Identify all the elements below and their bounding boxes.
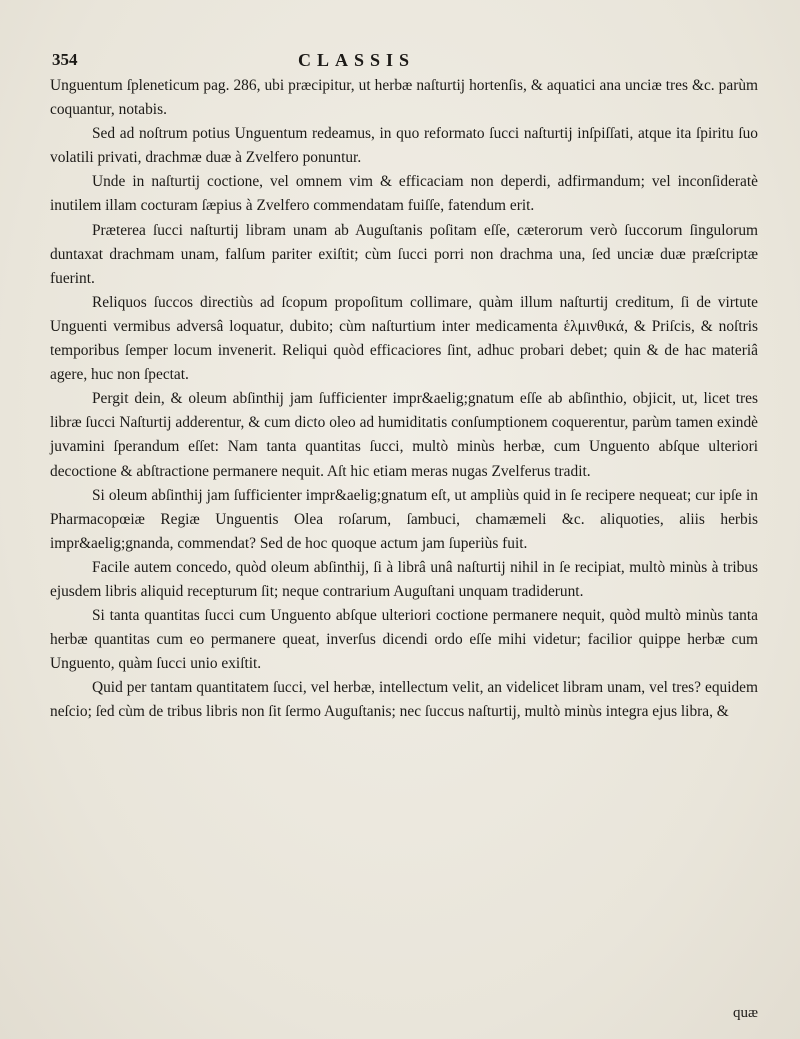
paragraph: Si oleum abſinthij jam ſufficienter impr&aelig;gnatum eſt, ut ampliùs quid in ſe recipere nequeat; cur ipſe in Pharmacopœiæ Regiæ Unguentis Olea roſarum, ſambuci, chamæmeli &c. aliquoties, aliis herbis impr&aelig;gnanda, commendat? Sed de hoc quoque actum jam ſuperiùs fuit. [50, 486, 758, 552]
paragraph: Facile autem concedo, quòd oleum abſinthij, ſi à librâ unâ naſturtij nihil in ſe recipiat, multò minùs à tribus ejusdem libris aliquid recepturum ſit; neque contrarium Auguſtani unquam tradiderunt. [50, 558, 758, 600]
header-title: CLASSIS [298, 50, 416, 70]
page-number: 354 [52, 50, 78, 69]
paragraph: Sed ad noſtrum potius Unguentum redeamus, in quo reformato ſucci naſturtij inſpiſſati, atque ita ſpiritu ſuo volatili privati, drachmæ duæ à Zvelfero ponuntur. [50, 125, 758, 167]
paragraph: Reliquos ſuccos directiùs ad ſcopum propoſitum collimare, quàm illum naſturtij creditum, ſi de virtute Unguenti vermibus adversâ loquatur, dubito; cùm naſturtium inter medicamenta ἑλμινθικά, & Priſcis, & noſtris temporibus ſemper locum invenerit. Reliqui quòd efficaciores ſint, adhuc probari debet; quin & de hac materiâ agere, huc non ſpectat. [50, 293, 758, 384]
paragraph: Unde in naſturtij coctione, vel omnem vim & efficaciam non deperdi, adfirmandum; vel inconſideratè inutilem illam cocturam ſæpius à Zvelfero commendatam fuiſſe, fatendum erit. [50, 173, 758, 215]
paragraph: Pergit dein, & oleum abſinthij jam ſufficienter impr&aelig;gnatum eſſe ab abſinthio, objicit, ut, licet tres libræ ſucci Naſturtij adderentur, & cum dicto oleo ad humiditatis conſumptionem coquerentur, parùm tamen exindè juvamini ſperandum eſſet: Nam tanta quantitas ſucci, multò minùs herbæ, cum Unguento abſque ulteriori decoctione & abſtractione permanere nequit. Aſt hic etiam meras nugas Zvelferus tradit. [50, 390, 758, 480]
running-head [52, 50, 752, 76]
paragraph: Præterea ſucci naſturtij libram unam ab Auguſtanis poſitam eſſe, cæterorum verò ſuccorum ſingulorum duntaxat drachmam unam, falſum pariter exiſtit; cùm ſucci porri non drachma una, ſed unciæ duæ præſcriptæ fuerint. [50, 221, 758, 287]
catchword: quæ [732, 1005, 758, 1021]
paragraph: Unguentum ſpleneticum pag. 286, ubi præcipitur, ut herbæ naſturtij hortenſis, & aquatici ana unciæ tres &c. parùm coquantur, notabis. [50, 77, 758, 119]
body-text [50, 74, 758, 725]
paragraph: Quid per tantam quantitatem ſucci, vel herbæ, intellectum velit, an videlicet libram unam, vel tres? equidem neſcio; ſed cùm de tribus libris non ſit ſermo Auguſtanis; nec ſuccus naſturtij, multò minùs integra ejus libra, & [50, 679, 758, 721]
paragraph: Si tanta quantitas ſucci cum Unguento abſque ulteriori coctione permanere nequit, quòd multò minùs tanta herbæ quantitas cum eo permanere queat, inverſus dicendi ordo eſſe mihi videtur; facilior quippe herbæ cum Unguento, quàm ſucci unio exiſtit. [50, 607, 758, 673]
